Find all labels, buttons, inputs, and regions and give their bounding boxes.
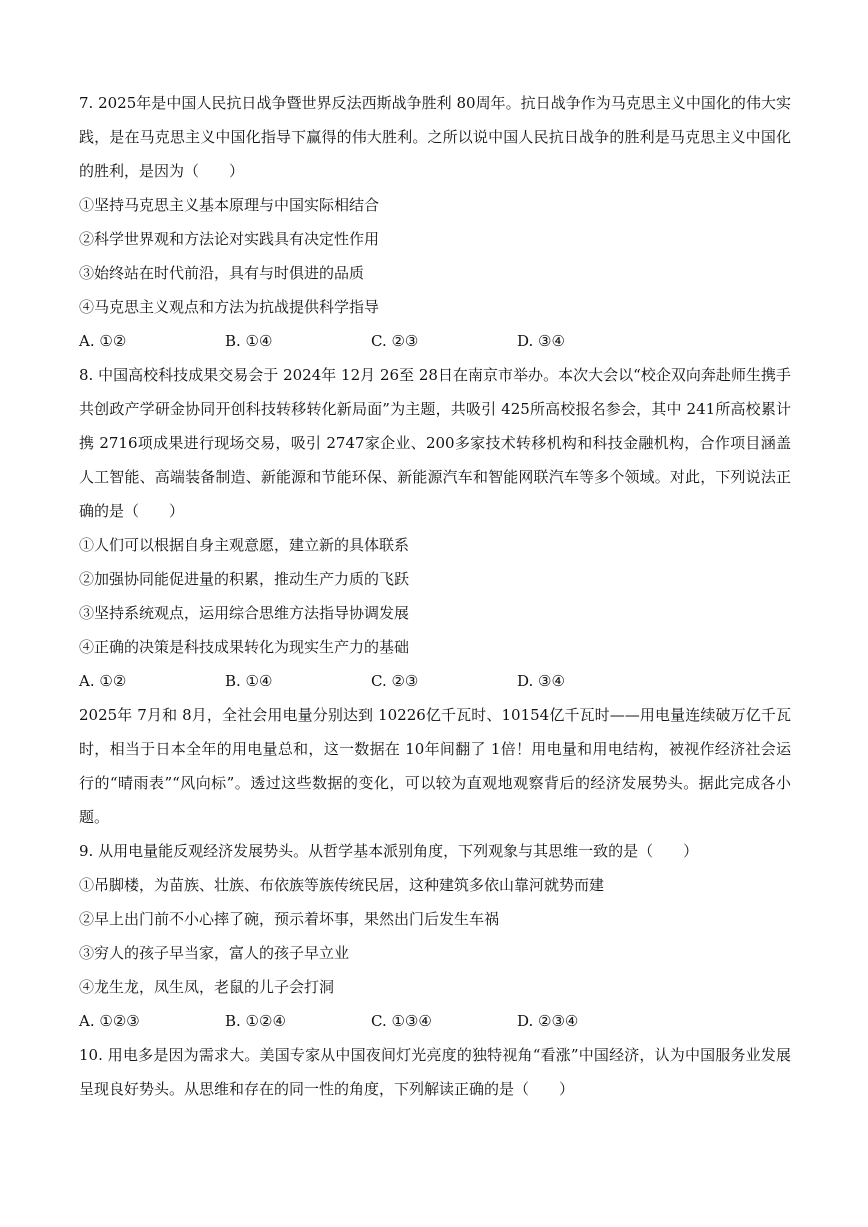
- question-8: [79, 358, 791, 698]
- question-8-item-4: ④正确的决策是科技成果转化为现实生产力的基础: [79, 638, 410, 656]
- question-7-stem: 7. 2025年是中国人民抗日战争暨世界反法西斯战争胜利 80周年。抗日战争作为马克思主义中国化的伟大实践，是在马克思主义中国化指导下赢得的伟大胜利。之所以说中国人民抗日战争的胜利是马克思主义中国化的胜利，是因为（ ）: [79, 94, 791, 180]
- question-10-stem: 10. 用电多是因为需求大。美国专家从中国夜间灯光亮度的独特视角“看涨”中国经济，认为中国服务业发展呈现良好势头。从思维和存在的同一性的角度，下列解读正确的是（ ）: [79, 1046, 791, 1098]
- option-d: D. ②③④: [517, 1012, 579, 1030]
- option-c: C. ②③: [371, 332, 419, 350]
- option-d: D. ③④: [517, 332, 565, 350]
- option-c: C. ②③: [371, 672, 419, 690]
- question-8-stem: 8. 中国高校科技成果交易会于 2024年 12月 26至 28日在南京市举办。本次大会以“校企双向奔赴师生携手共创政产学研金协同开创科技转移转化新局面”为主题，共吸引 425所高校报名参会，其中 241所高校累计携 2716项成果进行现场交易，吸引 2747家企业、200多家技术转移机构和科技金融机构，合作项目涵盖人工智能、高端装备制造、新能源和节能环保、新能源汽车和智能网联汽车等多个领域。对此，下列说法正确的是（ ）: [79, 366, 791, 520]
- option-b: B. ①②④: [225, 1012, 286, 1030]
- question-9-options: [79, 1004, 791, 1038]
- option-b: B. ①④: [225, 672, 273, 690]
- question-9-item-3: ③穷人的孩子早当家，富人的孩子早立业: [79, 944, 350, 962]
- question-7-item-1: ①坚持马克思主义基本原理与中国实际相结合: [79, 196, 380, 214]
- question-8-options: [79, 664, 791, 698]
- question-9-item-1: ①吊脚楼，为苗族、壮族、布依族等族传统民居，这种建筑多依山靠河就势而建: [79, 876, 605, 894]
- question-9-stem: 9. 从用电量能反观经济发展势头。从哲学基本派别角度，下列观象与其思维一致的是（ ）: [79, 842, 699, 860]
- question-7-item-2: ②科学世界观和方法论对实践具有决定性作用: [79, 230, 380, 248]
- question-7-item-4: ④马克思主义观点和方法为抗战提供科学指导: [79, 298, 380, 316]
- question-8-item-3: ③坚持系统观点，运用综合思维方法指导协调发展: [79, 604, 410, 622]
- question-9-item-4: ④龙生龙，凤生凤，老鼠的儿子会打洞: [79, 978, 335, 996]
- question-7-item-3: ③始终站在时代前沿，具有与时俱进的品质: [79, 264, 365, 282]
- option-c: C. ①③④: [371, 1012, 432, 1030]
- question-7: [79, 86, 791, 358]
- option-a: A. ①②③: [79, 1012, 140, 1030]
- option-d: D. ③④: [517, 672, 565, 690]
- exam-page: [79, 86, 791, 1106]
- question-9: [79, 834, 791, 1038]
- option-b: B. ①④: [225, 332, 273, 350]
- question-10: [79, 1038, 791, 1106]
- question-8-item-2: ②加强协同能促进量的积累，推动生产力质的飞跃: [79, 570, 410, 588]
- question-8-item-1: ①人们可以根据自身主观意愿，建立新的具体联系: [79, 536, 410, 554]
- question-7-options: [79, 324, 791, 358]
- question-9-item-2: ②早上出门前不小心摔了碗，预示着坏事，果然出门后发生车祸: [79, 910, 500, 928]
- reading-material: 2025年 7月和 8月，全社会用电量分别达到 10226亿千瓦时、10154亿千瓦时——用电量连续破万亿千瓦时，相当于日本全年的用电量总和，这一数据在 10年间翻了 1倍！用电量和用电结构，被视作经济社会运行的“晴雨表”“风向标”。透过这些数据的变化，可以较为直观地观察背后的经济发展势头。据此完成各小题。: [79, 706, 791, 826]
- option-a: A. ①②: [79, 332, 127, 350]
- option-a: A. ①②: [79, 672, 127, 690]
